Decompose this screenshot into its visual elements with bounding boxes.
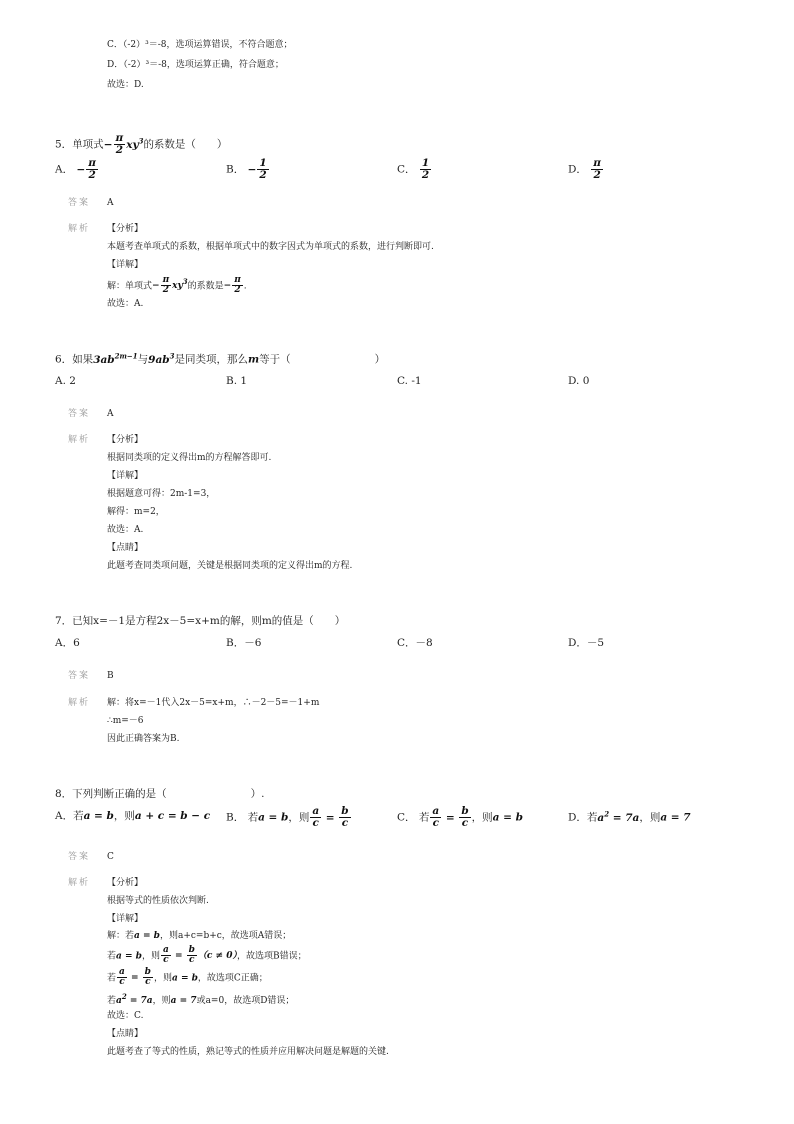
section-heading: 【详解】 [107, 260, 144, 270]
section-heading: 【点睛】 [107, 1029, 144, 1039]
analysis-label: 解析 [68, 698, 91, 708]
analysis-text: 此题考查了等式的性质，熟记等式的性质并应用解决问题是解题的关键. [107, 1047, 389, 1057]
question-7-option-d[interactable]: D．－5 [568, 637, 605, 649]
question-6-option-a[interactable]: A. 2 [55, 375, 76, 387]
option-c-explanation: C．（-2）³＝-8，选项运算错误，不符合题意； [107, 40, 293, 50]
analysis-line: 因此正确答案为B. [107, 734, 180, 744]
question-5-option-c[interactable]: C． $\frac{1}{2}$ [397, 157, 430, 182]
answer-label: 答案 [68, 198, 91, 208]
solution-line: 若a = b，则 $\frac{a}{c}$ = $\frac{b}{c}$ （c ≠ 0），故选项B错误； [107, 945, 307, 966]
analysis-line: 故选：A. [107, 525, 144, 535]
question-7-option-b[interactable]: B．－6 [226, 637, 262, 649]
question-5-answer: A [107, 198, 114, 208]
answer-label: 答案 [68, 852, 91, 862]
question-5-stem: 5．单项式− $\frac{\pi}{2}$ $xy^3$的系数是（ ） [55, 132, 228, 157]
answer-conclusion: 故选：D. [107, 80, 144, 90]
solution-line: 若 $\frac{a}{c}$ = $\frac{b}{c}$ ，则a = b，故选项C正确； [107, 967, 268, 988]
analysis-line: 【分析】 [107, 435, 144, 445]
question-6-option-c[interactable]: C. -1 [397, 375, 422, 387]
section-heading: 【分析】 [107, 224, 144, 234]
analysis-line: 【点睛】 [107, 543, 144, 553]
analysis-text: 根据等式的性质依次判断. [107, 896, 209, 906]
answer-conclusion: 故选：A. [107, 299, 144, 309]
analysis-line: 根据题意可得：2m-1=3， [107, 489, 216, 499]
question-7-option-c[interactable]: C．－8 [397, 637, 433, 649]
question-5-option-b[interactable]: B． − $\frac{1}{2}$ [226, 157, 267, 182]
answer-label: 答案 [68, 409, 91, 419]
analysis-line: 【详解】 [107, 471, 144, 481]
question-6-stem: 6．如果$3ab^{2m-1}$与$9ab^3$是同类项，那么m等于（ ） [55, 351, 386, 366]
solution-line: 若$a^2 = 7a$，则a = 7或a=0，故选项D错误； [107, 992, 295, 1006]
question-8-option-c[interactable]: C． 若 $\frac{a}{c}$ = $\frac{b}{c}$ ，则a = b [397, 805, 523, 830]
question-5-option-a[interactable]: A． − $\frac{\pi}{2}$ [55, 157, 96, 182]
section-heading: 【详解】 [107, 914, 144, 924]
analysis-line: 此题考查同类项问题，关键是根据同类项的定义得出m的方程. [107, 561, 353, 571]
solution-line: 解：单项式− $\frac{\pi}{2}$ $xy^3$的系数是− $\frac{\pi}{2}$ . [107, 275, 247, 296]
question-8-stem: 8．下列判断正确的是（ ）. [55, 788, 265, 800]
answer-label: 答案 [68, 671, 91, 681]
question-6-answer: A [107, 409, 114, 419]
question-8-option-d[interactable]: D．若$a^2 = 7a$，则a = 7 [568, 809, 691, 824]
question-7-stem: 7．已知x=－1是方程2x－5=x+m的解，则m的值是（ ） [55, 615, 346, 627]
analysis-line: 解得：m=2， [107, 507, 165, 517]
section-heading: 【分析】 [107, 878, 144, 888]
analysis-label: 解析 [68, 224, 91, 234]
question-7-answer: B [107, 671, 114, 681]
analysis-line: ∴m=－6 [107, 716, 144, 726]
analysis-line: 根据同类项的定义得出m的方程解答即可. [107, 453, 272, 463]
question-8-option-a[interactable]: A．若a = b，则a + c = b − c [55, 810, 211, 822]
analysis-label: 解析 [68, 878, 91, 888]
solution-line: 解：若a = b，则a+c=b+c，故选项A错误； [107, 931, 292, 941]
question-6-option-d[interactable]: D. 0 [568, 375, 590, 387]
question-7-option-a[interactable]: A．6 [55, 637, 80, 649]
question-8-option-b[interactable]: B． 若a = b，则 $\frac{a}{c}$ = $\frac{b}{c}$ [226, 805, 349, 830]
question-8-answer: C [107, 852, 114, 862]
analysis-label: 解析 [68, 435, 91, 445]
analysis-line: 解：将x=－1代入2x－5=x+m，∴－2－5=－1+m [107, 698, 320, 708]
question-6-option-b[interactable]: B. 1 [226, 375, 248, 387]
option-d-explanation: D．（-2）³＝-8，选项运算正确，符合题意； [107, 60, 284, 70]
question-5-option-d[interactable]: D． $\frac{\pi}{2}$ [568, 157, 601, 182]
analysis-text: 本题考查单项式的系数，根据单项式中的数字因式为单项式的系数，进行判断即可. [107, 242, 434, 252]
answer-conclusion: 故选：C. [107, 1011, 144, 1021]
